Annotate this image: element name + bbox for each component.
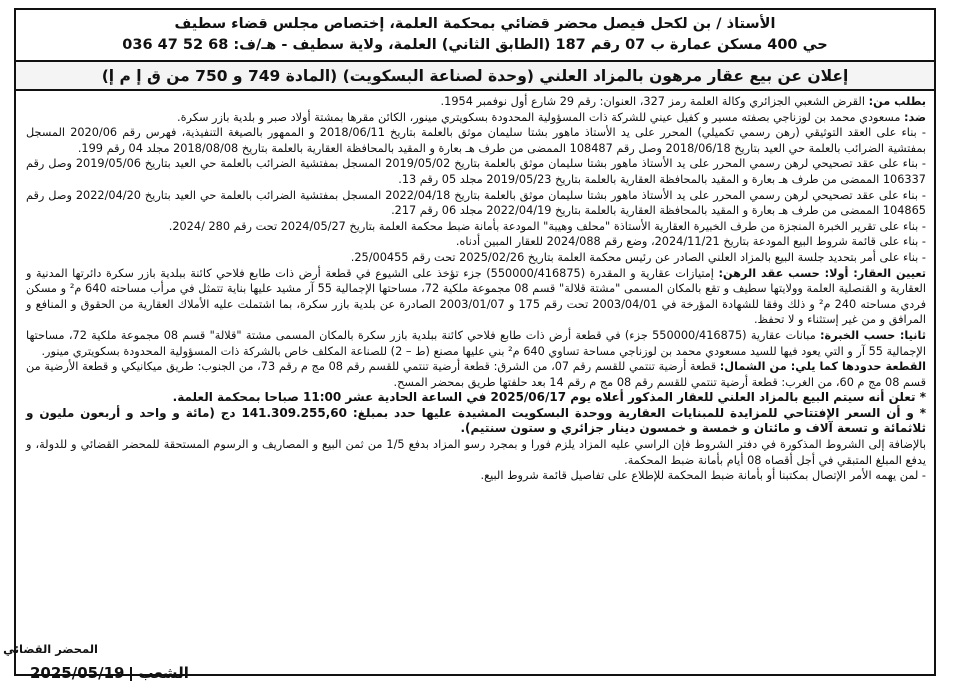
publication-name: الشعب <box>138 664 189 682</box>
announcement-frame <box>14 8 936 676</box>
bailiff-name-line: الأستاذ / بن لكحل فيصل محضر قضائي بمحكمة العلمة، إختصاص مجلس قضاء سطيف <box>174 16 776 32</box>
announcement-title-bar <box>16 60 934 91</box>
paragraph-text: - بناء على أمر بتحديد جلسة البيع بالمزاد العلني الصادر عن رئيس محكمة العلمة بتاريخ 2025/02/26 تحت رقم 25/00455. <box>350 250 926 264</box>
separator-bar <box>130 667 132 681</box>
paragraph-p10 <box>26 328 926 359</box>
paragraph-p15 <box>26 468 926 484</box>
paragraph-text: إمتيازات عقارية و المقدرة (550000/416875) جزء تؤخذ على الشيوع في قطعة أرض ذات طابع فلاحي كائنة ببلدية بازر سكرة دائرتها المدنية و العقارية و القنصلية العلمة وولايتها سطيف و تقع بالمكان المسمى "مشتة قلالة" قسم 08 مجموعة ملكية 72، مساحتها الإجمالية 55 آر مشيد عليها بناية تتمثل في مرأب مساحته 640 م² و مسكن فردي مساحته 240 م² و ذلك وفقا للشهادة المؤرخة في 2003/04/01 تحت رقم 175 و 2003/01/07 الصادرة عن بلدية بازر سكرة، بما اشتملت عليه الأملاك العقارية من الحقوق و المنافع و المرافق و من غير إستثناء و لا تحفظ. <box>26 266 927 327</box>
paragraph-p9 <box>26 266 926 328</box>
paragraph-text: * تعلن أنه سيتم البيع بالمزاد العلني للعقار المذكور أعلاه يوم 2025/06/17 في الساعة الحادية عشر 11:00 صباحا بمحكمة العلمة. <box>172 390 926 405</box>
paragraph-p3 <box>26 125 926 156</box>
paragraph-text: - بناء على العقد التوثيقي (رهن رسمي تكميلي) المحرر على يد الأستاذ ماهور بشتا سليمان موثق بالعلمة بتاريخ 2018/06/11 و الممهور بالصيغة التنفيذية، فهرس رقم 2020/06 المسجل بمفتشية الضرائب بالعلمة حي العيد بتاريخ 2018/06/18 وصل رقم 108487 الممضى من طرف هـ بعارة و المقيد بالمحافظة العقارية بالعلمة بتاريخ 2018/08/08 مجلد 04 رقم 199. <box>26 126 926 155</box>
paragraph-p7 <box>26 234 926 250</box>
signature-label: المحضر القضائي <box>3 642 98 656</box>
publication-footer <box>30 664 189 682</box>
publication-date: 2025/05/19 <box>30 664 125 682</box>
paragraph-label: ضد: <box>904 110 926 124</box>
paragraph-p11 <box>26 359 926 390</box>
paragraph-text: القرض الشعبي الجزائري وكالة العلمة رمز 327، العنوان: رقم 29 شارع أول نوفمبر 1954. <box>440 95 869 108</box>
paragraph-p13 <box>26 406 926 437</box>
paragraph-text: بالإضافة إلى الشروط المذكورة في دفتر الشروط فإن الراسي عليه المزاد يلزم فورا و بمجرد رسو المزاد بدفع 1/5 من ثمن البيع و المصاريف و الرسوم المستحقة للمحضر القضائي و للدولة، و يدفع المبلغ المتبقي في أجل أقصاه 08 أيام بأمانة ضبط المحكمة. <box>26 438 926 467</box>
announcement-body <box>16 94 934 484</box>
paragraph-label: ثانيا: حسب الخبرة: <box>820 328 927 342</box>
paragraph-p4 <box>26 156 926 187</box>
paragraph-text: - بناء على قائمة شروط البيع المودعة بتاريخ 2024/11/21، وضع رقم 2024/088 للعقار المبين أدناه. <box>455 235 926 249</box>
announcement-title: إعلان عن بيع عقار مرهون بالمزاد العلني (وحدة لصناعة البسكويت) (المادة 749 و 750 من ق إ م إ) <box>101 67 849 85</box>
paragraph-p12 <box>26 390 926 406</box>
paragraph-text: - بناء على عقد تصحيحي لرهن رسمي المحرر على يد الأستاذ ماهور بشتا سليمان موثق بالعلمة بتاريخ 2022/04/18 المسجل بمفتشية الضرائب بالعلمة حي العيد بتاريخ 2022/04/20 وصل رقم 104865 الممضى من طرف هـ بعارة و المقيد بالمحافظة العقارية بالعلمة بتاريخ 2022/04/19 مجلد 06 رقم 217. <box>26 188 926 218</box>
paragraph-text: - بناء على تقرير الخبرة المنجزة من طرف الخبيرة العقارية الأستاذة "محلف وهيبة" المودعة بأمانة ضبط محكمة العلمة بتاريخ 2024/05/27 تحت رقم 280 /2024. <box>168 219 926 233</box>
paragraph-p2 <box>26 110 926 126</box>
paragraph-text: مبانات عقارية (550000/416875 جزء) في قطعة أرض ذات طابع فلاحي كائنة ببلدية بازر سكرة بالمكان المسمى مشتة "قلالة" قسم 08 مجموعة ملكية 72، مساحتها الإجمالية 55 آر و التي يعود فيها للسيد مسعودي محمد بن لوزناجي مساحة تساوي 640 م² بني عليها مصنع (ط – 2) للصناعة المكلف خاص بالشركة ذات المسؤولية المحدودة بسكويتري مينور. <box>26 328 926 358</box>
bailiff-header <box>16 10 934 58</box>
paragraph-p8 <box>26 250 926 266</box>
paragraph-label: القطعة حدودها كما يلي: من الشمال: <box>719 360 927 374</box>
paragraph-p14 <box>26 437 926 468</box>
paragraph-text: - بناء على عقد تصحيحي لرهن رسمي المحرر على يد الأستاذ ماهور بشتا سليمان موثق بالعلمة بتاريخ 2019/05/02 المسجل بمفتشية الضرائب بالعلمة حي العيد بتاريخ 2019/05/06 وصل رقم 106337 الممضى من طرف هـ بعارة و المقيد بالمحافظة العقارية بالعلمة بتاريخ 2019/05/23 مجلد 05 رقم 13. <box>26 157 926 186</box>
paragraph-label: بطلب من: <box>868 95 926 108</box>
paragraph-text: مسعودي محمد بن لوزناجي بصفته مسير و كفيل عيني للشركة ذات المسؤولية المحدودة بسكويتري مينور، الكائن مقرها بمشتة أولاد صبر و بلدية بازر سكرة. <box>176 110 905 124</box>
paragraph-text: قطعة أرضية تنتمي للقسم رقم 07، من الشرق: قطعة أرضية تنتمي للقسم رقم 08 مج م رقم 73، من الجنوب: طريق ميكانيكي و قطعة الأرضية من قسم 08 مج م 60، من الغرب: قطعة أرضية تنتمي للقسم رقم 08 مج م رقم 14 بعد حلفتها طريق بمحضر المسح. <box>26 360 926 389</box>
paragraph-text: - لمن يهمه الأمر الإتصال بمكتبنا أو بأمانة ضبط المحكمة للإطلاع على تفاصيل قائمة شروط البيع. <box>480 469 926 483</box>
paragraph-text: * و أن السعر الإفتتاحي للمزايدة للمبنايات العقارية ووحدة البسكويت المشيدة عليها حدد بمبلغ: 141.309.255,60 دج (مائة و واحد و أربعون مليون و ثلاثمائة و تسعة آلاف و مائتان و خمسة و خمسون دينار جزائري و ستون سنتيم). <box>26 405 926 436</box>
paragraph-p1 <box>26 94 926 110</box>
paragraph-p6 <box>26 219 926 235</box>
paragraph-label: تعيين العقار: أولا: حسب عقد الرهن: <box>718 266 926 280</box>
paragraph-p5 <box>26 188 926 219</box>
bailiff-address-line: حي 400 مسكن عمارة ب 07 رقم 187 (الطابق الثاني) العلمة، ولاية سطيف - هـ/ف: 68 52 47 036 <box>122 37 828 53</box>
